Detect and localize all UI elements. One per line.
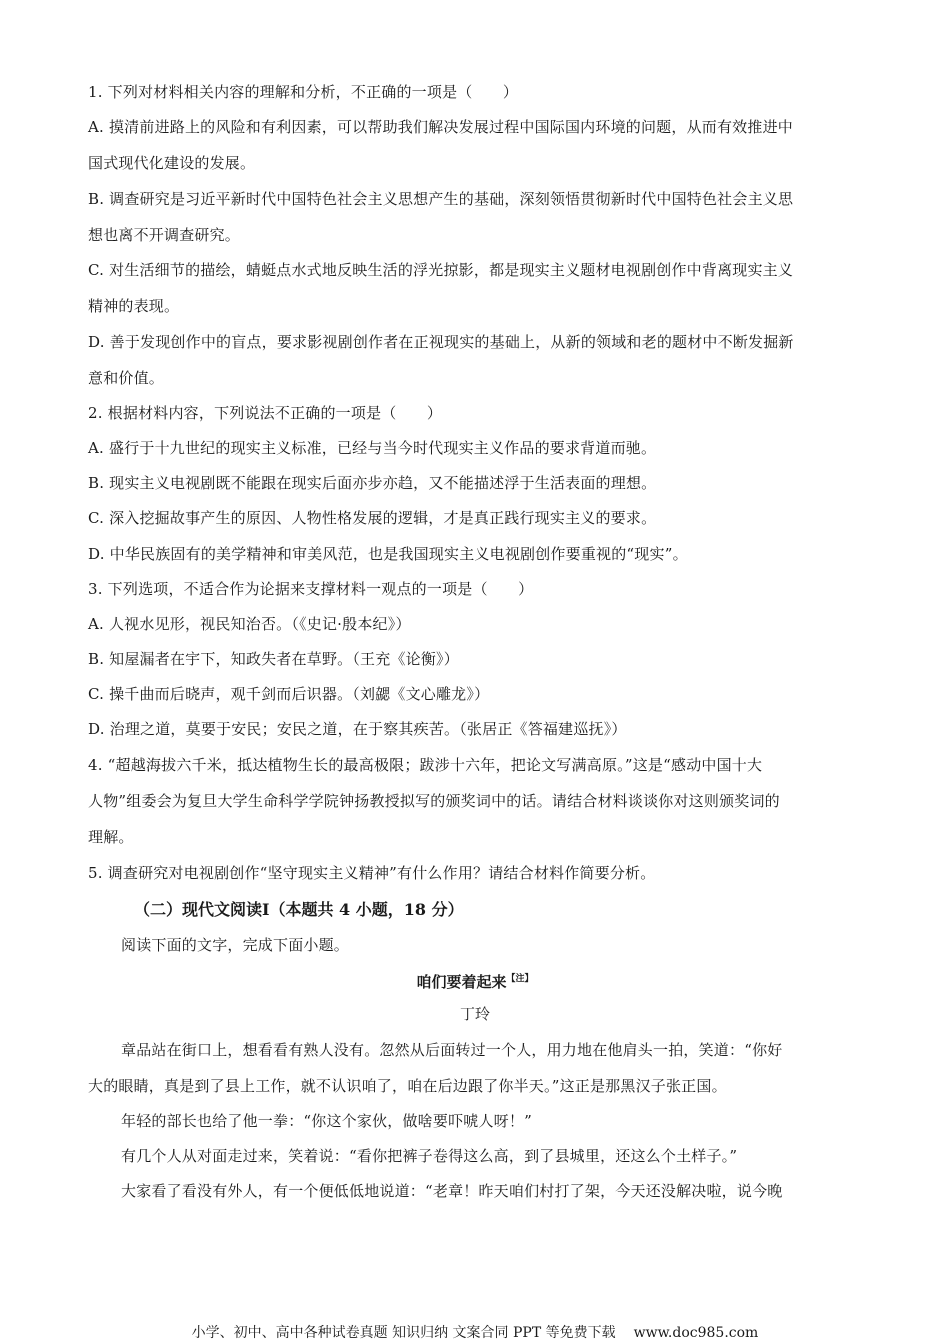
q1-stem: 1. 下列对材料相关内容的理解和分析，不正确的一项是（ ） — [88, 83, 519, 101]
q1-option-d-line2: 意和价值。 — [88, 369, 165, 387]
q3-option-a: A. 人视水见形，视民知治否。（《史记·殷本纪》） — [88, 615, 411, 633]
story-paragraph-1-line1: 章品站在街口上，想看看有熟人没有。忽然从后面转过一个人，用力地在他肩头一拍，笑道：“你好 — [121, 1041, 783, 1059]
story-title — [0, 968, 950, 993]
story-paragraph-1-line2: 大的眼睛，真是到了县上工作，就不认识咱了，咱在后边跟了你半天。”这正是那黑汉子张正国。 — [88, 1077, 727, 1095]
footer-text: 小学、初中、高中各种试卷真题 知识归纳 文案合同 PPT 等免费下载 — [191, 1325, 616, 1341]
q2-option-c: C. 深入挖掘故事产生的原因、人物性格发展的逻辑，才是真正践行现实主义的要求。 — [88, 509, 657, 527]
q1-option-b-line2: 想也离不开调查研究。 — [88, 226, 241, 244]
q1-option-a-line2: 国式现代化建设的发展。 — [88, 154, 256, 172]
story-title-text: 咱们要着起来 — [416, 973, 507, 991]
q2-stem: 2. 根据材料内容，下列说法不正确的一项是（ ） — [88, 404, 443, 422]
q5-stem: 5. 调查研究对电视剧创作“坚守现实主义精神”有什么作用？请结合材料作简要分析。 — [88, 864, 656, 882]
q2-option-b: B. 现实主义电视剧既不能跟在现实后面亦步亦趋，又不能描述浮于生活表面的理想。 — [88, 474, 657, 492]
story-paragraph-3: 有几个人从对面走过来，笑着说：“看你把裤子卷得这么高，到了县城里，还这么个土样子。” — [121, 1147, 738, 1165]
section-instruction: 阅读下面的文字，完成下面小题。 — [121, 936, 350, 954]
section-heading: （二）现代文阅读Ⅰ（本题共 4 小题，18 分） — [134, 900, 464, 919]
footer-link[interactable]: www.doc985.com — [633, 1325, 759, 1341]
story-paragraph-2: 年轻的部长也给了他一拳：“你这个家伙，做啥要吓唬人呀！” — [121, 1112, 532, 1130]
q1-option-d-line1: D. 善于发现创作中的盲点，要求影视剧创作者在正视现实的基础上，从新的领域和老的题材中不断发掘新 — [88, 333, 794, 351]
story-author: 丁玲 — [459, 1005, 490, 1023]
q3-option-c: C. 操千曲而后晓声，观千剑而后识器。（刘勰《文心雕龙》） — [88, 685, 490, 703]
footnote-marker: 【注】 — [506, 974, 534, 984]
q2-option-d: D. 中华民族固有的美学精神和审美风范，也是我国现实主义电视剧创作要重视的“现实”。 — [88, 545, 688, 563]
q1-option-a-line1: A. 摸清前进路上的风险和有利因素，可以帮助我们解决发展过程中国际国内环境的问题，从而有效推进中 — [88, 118, 793, 136]
page-footer — [0, 1323, 950, 1343]
q1-option-b-line1: B. 调查研究是习近平新时代中国特色社会主义思想产生的基础，深刻领悟贯彻新时代中国特色社会主义思 — [88, 190, 794, 208]
q4-line1: 4. “超越海拔六千米，抵达植物生长的最高极限；跋涉十六年，把论文写满高原。”这是“感动中国十大 — [88, 756, 763, 774]
q4-line2: 人物”组委会为复旦大学生命科学学院钟扬教授拟写的颁奖词中的话。请结合材料谈谈你对这则颁奖词的 — [88, 792, 780, 810]
q3-option-b: B. 知屋漏者在宇下，知政失者在草野。（王充《论衡》） — [88, 650, 459, 668]
q1-option-c-line1: C. 对生活细节的描绘，蜻蜓点水式地反映生活的浮光掠影，都是现实主义题材电视剧创作中背离现实主义 — [88, 261, 794, 279]
q3-option-d: D. 治理之道，莫要于安民；安民之道，在于察其疾苦。（张居正《答福建巡抚》） — [88, 720, 627, 738]
q1-option-c-line2: 精神的表现。 — [88, 297, 180, 315]
story-paragraph-4: 大家看了看没有外人，有一个便低低地说道：“老章！昨天咱们村打了架，今天还没解决啦，说今晚 — [121, 1182, 783, 1200]
q2-option-a: A. 盛行于十九世纪的现实主义标准，已经与当今时代现实主义作品的要求背道而驰。 — [88, 439, 657, 457]
q4-line3: 理解。 — [88, 828, 134, 846]
q3-stem: 3. 下列选项，不适合作为论据来支撑材料一观点的一项是（ ） — [88, 580, 534, 598]
